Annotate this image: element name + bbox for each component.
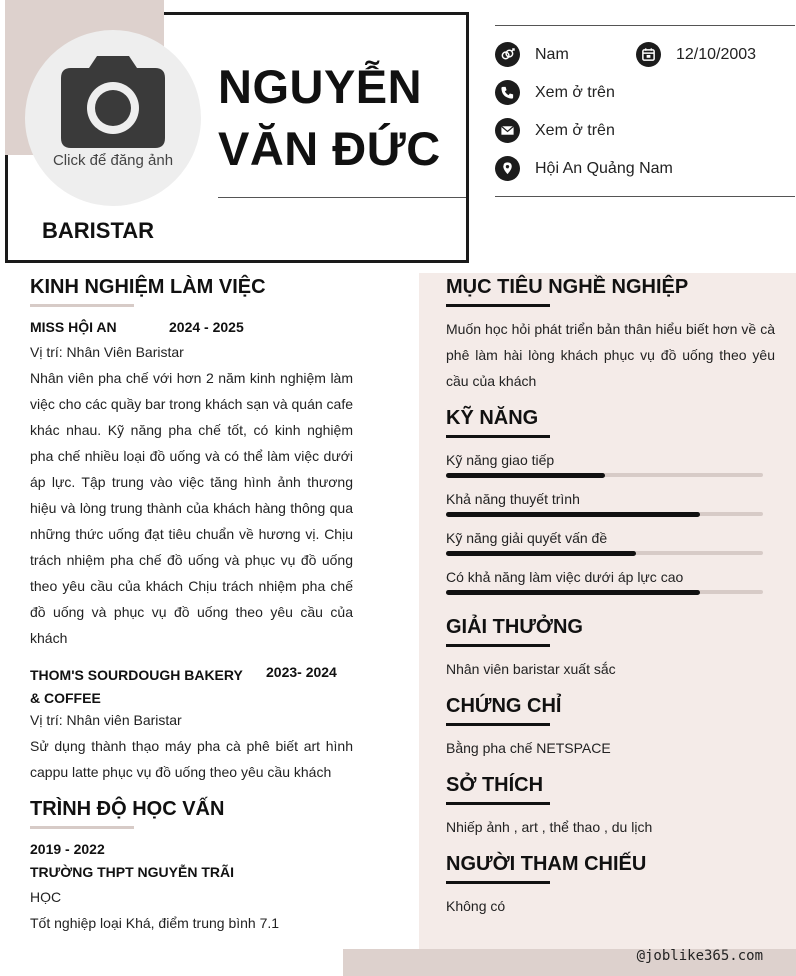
header-frame-bottom <box>5 260 469 263</box>
experience-1-description: Nhân viên pha chế với hơn 2 năm kinh nghiệm làm việc cho các quầy bar trong khách sạn và quán cafe khác nhau. Kỹ năng pha chế tốt, có kinh nghiệm pha chế nhiều loại đồ uống và có thể làm việc dưới áp lực. Tập trung vào việc tăng hình ảnh thương hiệu và lòng trung thành của khách hàng thông qua những thức uống đạt tiêu chuẩn về hương vị. Chịu trách nhiệm pha chế đồ uống và phục vụ đồ uống theo yêu cầu của khách Chịu trách nhiệm pha chế đồ uống và phục vụ đồ uống theo yêu cầu của khách <box>30 370 353 646</box>
contact-email <box>495 118 615 143</box>
references-title-underline <box>446 881 550 884</box>
gender-value: Nam <box>535 45 569 63</box>
skill-4-fill <box>446 590 700 595</box>
birthdate-value: 12/10/2003 <box>676 45 757 63</box>
education-title: TRÌNH ĐỘ HỌC VẤN <box>30 798 225 820</box>
contact-phone <box>495 80 615 105</box>
objective-title-underline <box>446 304 550 307</box>
header-frame-top <box>164 12 469 15</box>
job-title: BARISTAR <box>42 218 155 243</box>
watermark: @joblike365.com <box>636 948 763 964</box>
contact-gender <box>495 42 569 67</box>
experience-2-period: 2023- 2024 <box>266 664 337 680</box>
name-line-1: NGUYỄN <box>218 60 423 113</box>
skill-3-bar <box>446 551 763 555</box>
address-value: Hội An Quảng Nam <box>535 159 673 177</box>
contact-address <box>495 156 673 181</box>
email-value: Xem ở trên <box>535 121 615 139</box>
skill-4-label: Có khả năng làm việc dưới áp lực cao <box>446 569 684 585</box>
certificates-title: CHỨNG CHỈ <box>446 695 562 717</box>
mail-icon <box>495 118 520 143</box>
header-frame-left <box>5 155 8 263</box>
education-major: HỌC <box>30 889 62 905</box>
camera-icon <box>59 54 167 150</box>
experience-1-position: Vị trí: Nhân Viên Baristar <box>30 344 184 360</box>
skills-title-underline <box>446 435 550 438</box>
phone-icon <box>495 80 520 105</box>
experience-2-description: Sử dụng thành thạo máy pha cà phê biết art hình cappu latte phục vụ đồ uống theo yêu cầu khách <box>30 738 353 780</box>
contact-birthdate <box>636 42 756 67</box>
skill-1-fill <box>446 473 605 478</box>
skill-3-label: Kỹ năng giải quyết vấn đề <box>446 530 608 546</box>
contact-divider-bottom <box>495 196 795 197</box>
experience-2-position: Vị trí: Nhân viên Baristar <box>30 712 182 728</box>
awards-text: Nhân viên baristar xuất sắc <box>446 661 616 677</box>
references-text: Không có <box>446 898 506 914</box>
hobbies-text: Nhiếp ảnh , art , thể thao , du lịch <box>446 819 653 835</box>
education-school: TRƯỜNG THPT NGUYỄN TRÃI <box>30 864 234 880</box>
avatar-upload[interactable] <box>25 30 201 206</box>
phone-value: Xem ở trên <box>535 83 615 101</box>
skill-1-label: Kỹ năng giao tiếp <box>446 452 555 468</box>
education-period: 2019 - 2022 <box>30 841 105 857</box>
hobbies-title: SỞ THÍCH <box>446 774 544 796</box>
skill-1-bar <box>446 473 763 477</box>
references-title: NGƯỜI THAM CHIẾU <box>446 853 647 875</box>
gender-icon <box>495 42 520 67</box>
skill-3-fill <box>446 551 636 556</box>
experience-1-company: MISS HỘI AN <box>30 319 117 335</box>
name-divider <box>218 197 466 198</box>
skill-2-label: Khả năng thuyết trình <box>446 491 580 507</box>
calendar-icon <box>636 42 661 67</box>
skill-4-bar <box>446 590 763 594</box>
skill-2-bar <box>446 512 763 516</box>
skills-title: KỸ NĂNG <box>446 407 539 429</box>
certificates-title-underline <box>446 723 550 726</box>
experience-title: KINH NGHIỆM LÀM VIỆC <box>30 276 266 298</box>
awards-title: GIẢI THƯỞNG <box>446 616 583 638</box>
experience-1-period: 2024 - 2025 <box>169 319 244 335</box>
hobbies-title-underline <box>446 802 550 805</box>
name-line-2: VĂN ĐỨC <box>218 122 441 175</box>
contact-divider-top <box>495 25 795 26</box>
awards-title-underline <box>446 644 550 647</box>
skill-2-fill <box>446 512 700 517</box>
avatar-caption: Click để đăng ảnh <box>52 151 174 169</box>
objective-text: Muốn học hỏi phát triển bản thân hiểu biết hơn về cà phê làm hài lòng khách phục vụ đồ uống theo yêu cầu của khách <box>446 321 775 389</box>
certificates-text: Bằng pha chế NETSPACE <box>446 740 611 756</box>
education-result: Tốt nghiệp loại Khá, điểm trung bình 7.1 <box>30 915 280 931</box>
education-title-underline <box>30 826 134 829</box>
experience-title-underline <box>30 304 134 307</box>
header-frame-right <box>466 12 469 263</box>
location-pin-icon <box>495 156 520 181</box>
objective-title: MỤC TIÊU NGHỀ NGHIỆP <box>446 276 689 298</box>
full-name <box>218 56 458 180</box>
experience-2-company: THOM'S SOURDOUGH BAKERY & COFFEE <box>30 667 243 706</box>
